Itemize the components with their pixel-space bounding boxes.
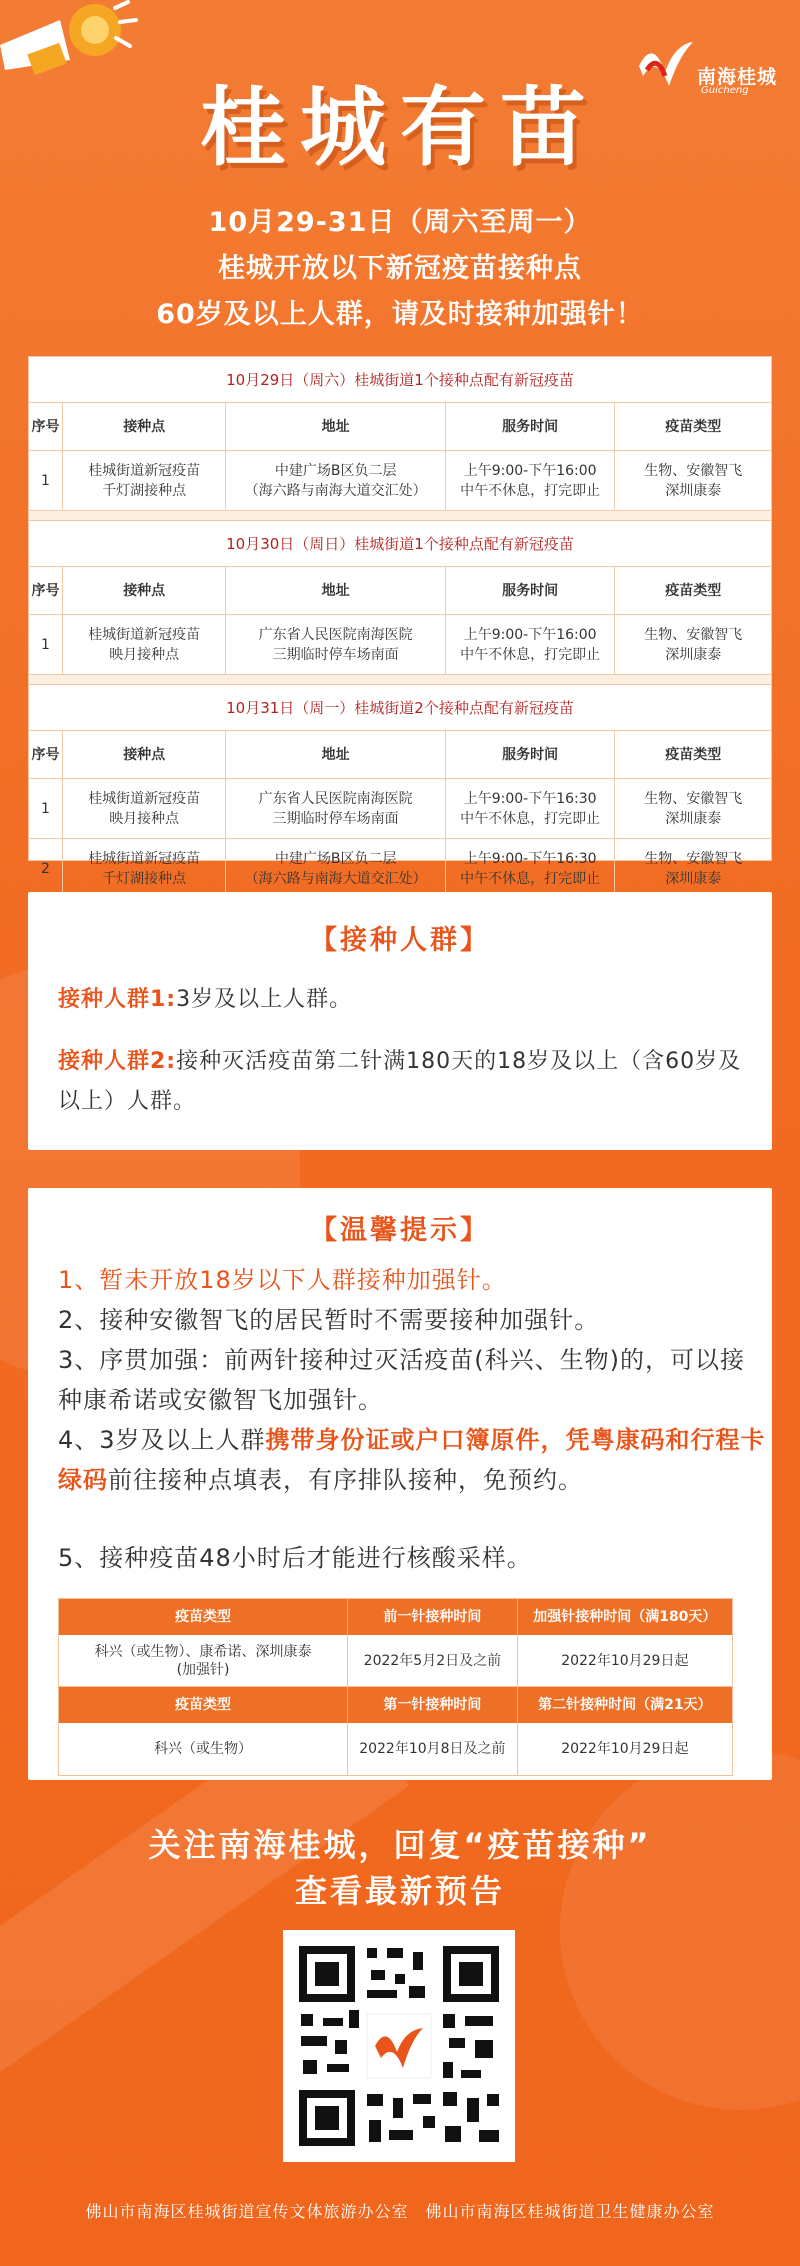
column-header: 服务时间 [446, 403, 616, 450]
column-header: 疫苗类型 [59, 1599, 348, 1635]
column-header: 加强针接种时间（满180天） [533, 1609, 717, 1625]
row-number: 1 [29, 779, 63, 838]
page-title: 桂城有苗 [200, 78, 600, 178]
vaccine-type-cell: 科兴（或生物） [59, 1723, 348, 1775]
address-cell: 中建广场B区负二层 （海六路与南海大道交汇处） [226, 839, 445, 899]
target-group-1 [58, 980, 748, 1020]
time-cell: 上午9:00-下午16:30 中午不休息，打完即止 [446, 839, 616, 899]
subtitle-dates: 10月29-31日（周六至周一） [208, 207, 592, 238]
column-header: 序号 [29, 403, 63, 450]
tip-4 [58, 1420, 768, 1500]
column-header: 地址 [226, 403, 445, 450]
address-cell: 中建广场B区负二层 （海六路与南海大道交汇处） [226, 451, 445, 510]
table-row [59, 1723, 732, 1775]
time-cell: 上午9:00-下午16:00 中午不休息，打完即止 [446, 451, 616, 510]
table-header-row [29, 403, 771, 451]
table-header-row [29, 567, 771, 615]
tip-2: 2、接种安徽智飞的居民暂时不需要接种加强针。 [58, 1306, 600, 1334]
subtitle-booster-call: 60岁及以上人群，请及时接种加强针！ [156, 299, 644, 330]
target-group-label: 接种人群2: [58, 1049, 177, 1074]
target-groups-card [28, 892, 772, 1150]
column-header: 接种点 [63, 567, 227, 614]
time-cell: 上午9:00-下午16:00 中午不休息，打完即止 [446, 615, 616, 674]
row-number: 1 [29, 615, 63, 674]
target-group-text: 接种灭活疫苗第二针满180天的18岁及以上（含60岁及以上）人群。 [58, 1049, 742, 1114]
table-divider [29, 511, 771, 521]
column-header: 疫苗类型 [59, 1687, 348, 1723]
tip-1: 1、暂未开放18岁以下人群接种加强针。 [58, 1266, 507, 1294]
qr-code-icon [283, 1930, 515, 2162]
tip-3: 3、序贯加强：前两针接种过灭活疫苗(科兴、生物)的，可以接种康希诺或安徽智飞加强针。 [58, 1346, 745, 1414]
vaccine-cell: 生物、安徽智飞 深圳康泰 [644, 851, 743, 887]
row-number: 2 [29, 839, 63, 899]
site-cell: 桂城街道新冠疫苗 映月接种点 [63, 615, 227, 674]
qr-code[interactable] [283, 1930, 515, 2162]
table-row [29, 779, 771, 839]
column-header: 服务时间 [446, 731, 616, 778]
vaccine-type-cell: 科兴（或生物）、康希诺、深圳康泰 (加强针) [59, 1635, 348, 1686]
table-row [29, 615, 771, 675]
table-header-row [59, 1599, 732, 1635]
day-title: 10月29日（周六）桂城街道1个接种点配有新冠疫苗 [29, 357, 771, 403]
follow-line-1: 关注南海桂城，回复“疫苗接种” [148, 1826, 652, 1864]
day-title: 10月30日（周日）桂城街道1个接种点配有新冠疫苗 [29, 521, 771, 567]
table-row [29, 451, 771, 511]
column-header: 第一针接种时间 [348, 1687, 518, 1723]
time-cell: 上午9:00-下午16:30 中午不休息，打完即止 [446, 779, 616, 838]
table-row [59, 1635, 732, 1687]
address-cell: 广东省人民医院南海医院 三期临时停车场南面 [226, 615, 445, 674]
column-header: 前一针接种时间 [348, 1599, 518, 1635]
schedule-table [28, 356, 772, 887]
brand-sub: Guicheng [701, 85, 749, 96]
tip-4-text: 4、3岁及以上人群 [58, 1426, 266, 1454]
site-cell: 桂城街道新冠疫苗 映月接种点 [63, 779, 227, 838]
table-header-row [59, 1687, 732, 1723]
site-cell: 桂城街道新冠疫苗 千灯湖接种点 [63, 451, 227, 510]
background-decoration [560, 1750, 800, 2110]
tips-card [28, 1188, 772, 1780]
column-header: 疫苗类型 [665, 582, 722, 599]
column-header: 疫苗类型 [665, 746, 722, 763]
target-group-text: 3岁及以上人群。 [176, 987, 353, 1012]
brand-name: 南海桂城 [697, 66, 778, 88]
table-row [29, 839, 771, 899]
column-header: 接种点 [63, 403, 227, 450]
target-group-label: 接种人群1: [58, 987, 177, 1012]
next-dose-cell: 2022年10月29日起 [561, 1741, 689, 1757]
vaccine-cell: 生物、安徽智飞 深圳康泰 [644, 462, 743, 499]
next-dose-cell: 2022年10月29日起 [561, 1652, 689, 1669]
tip-5: 5、接种疫苗48小时后才能进行核酸采样。 [58, 1544, 532, 1572]
footer-credits: 佛山市南海区桂城街道宣传文体旅游办公室 佛山市南海区桂城街道卫生健康办公室 [85, 2202, 715, 2221]
target-groups-title: 【接种人群】 [310, 925, 490, 956]
site-cell: 桂城街道新冠疫苗 千灯湖接种点 [63, 839, 227, 899]
previous-dose-cell: 2022年10月8日及之前 [348, 1723, 518, 1775]
tips-title: 【温馨提示】 [310, 1215, 490, 1246]
follow-line-2: 查看最新预告 [294, 1872, 505, 1910]
interval-table [58, 1598, 733, 1776]
column-header: 服务时间 [446, 567, 616, 614]
vaccine-cell: 生物、安徽智飞 深圳康泰 [644, 790, 743, 827]
column-header: 第二针接种时间（满21天） [538, 1697, 712, 1713]
day-title: 10月31日（周一）桂城街道2个接种点配有新冠疫苗 [29, 685, 771, 731]
column-header: 地址 [226, 731, 445, 778]
vaccine-cell: 生物、安徽智飞 深圳康泰 [644, 626, 743, 663]
column-header: 地址 [226, 567, 445, 614]
previous-dose-cell: 2022年5月2日及之前 [348, 1635, 518, 1686]
tip-4-text: 前往接种点填表，有序排队接种，免预约。 [108, 1466, 583, 1494]
column-header: 疫苗类型 [665, 418, 722, 435]
row-number: 1 [29, 451, 63, 510]
subtitle-sites: 桂城开放以下新冠疫苗接种点 [218, 253, 582, 284]
target-group-2 [58, 1042, 748, 1122]
column-header: 序号 [29, 567, 63, 614]
column-header: 序号 [29, 731, 63, 778]
table-header-row [29, 731, 771, 779]
column-header: 接种点 [63, 731, 227, 778]
address-cell: 广东省人民医院南海医院 三期临时停车场南面 [226, 779, 445, 838]
tip-4-highlight: 携带身份证或户口簿原件，凭粤康码和行程卡绿码 [58, 1426, 766, 1494]
table-divider [29, 675, 771, 685]
